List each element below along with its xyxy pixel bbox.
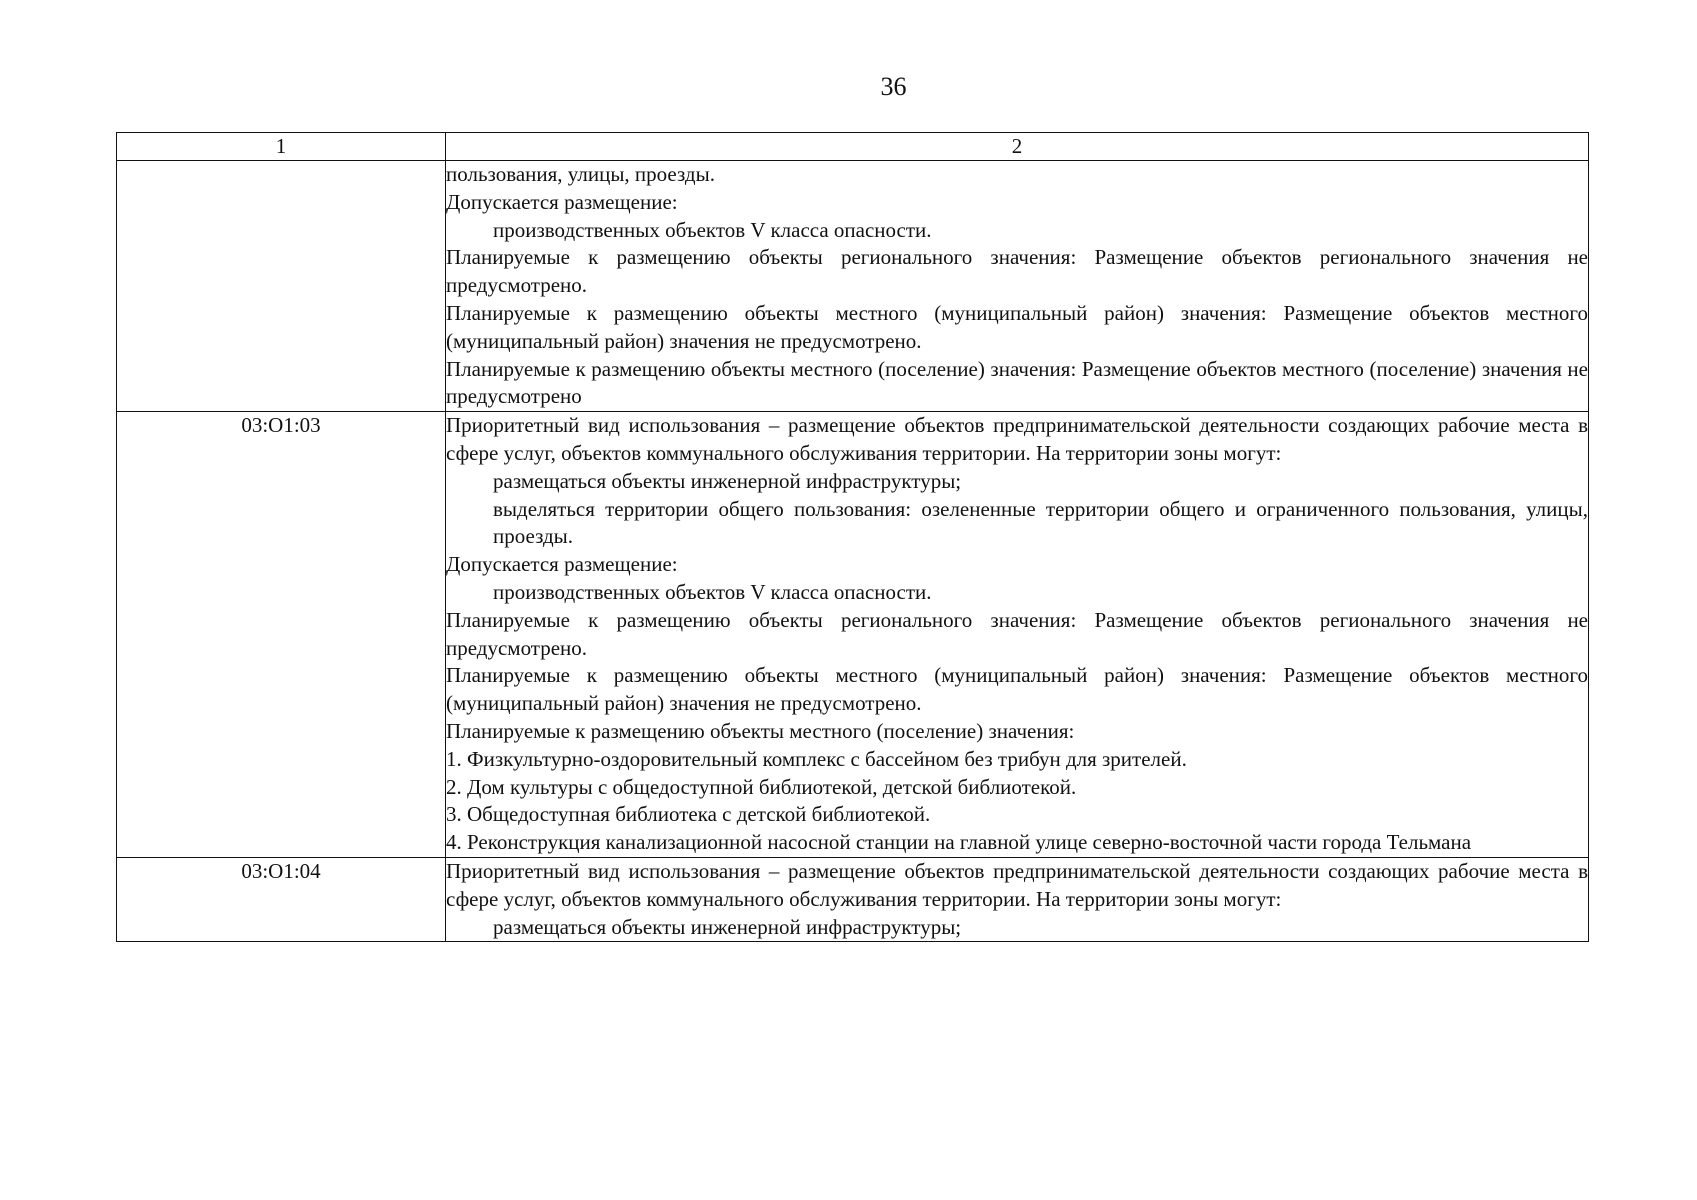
column-header-1: 1 — [117, 133, 446, 161]
description-paragraph: пользования, улицы, проезды. — [446, 162, 715, 186]
table-row — [117, 857, 1589, 941]
zone-code-cell — [117, 161, 446, 412]
description-paragraph: 4. Реконструкция канализационной насосной станции на главной улице северно-восточной части города Тельмана — [446, 830, 1472, 855]
description-paragraph: Планируемые к размещению объекты местного (поселение) значения: Размещение объектов местного (поселение) значения не предусмотрено — [446, 356, 1588, 409]
description-paragraph: Планируемые к размещению объекты местного (поселение) значения: — [446, 718, 1075, 743]
description-paragraph: производственных объектов V класса опасности. — [493, 217, 932, 242]
zones-table — [116, 132, 1589, 942]
zone-description-cell — [446, 857, 1589, 941]
description-paragraph: 1. Физкультурно-оздоровительный комплекс с бассейном без трибун для зрителей. — [446, 746, 1187, 771]
zone-description-cell — [446, 161, 1589, 412]
description-paragraph: Планируемые к размещению объекты регионального значения: Размещение объектов регионального значения не предусмотрено. — [446, 245, 1588, 298]
table-header-row — [117, 133, 1589, 161]
table-row — [117, 161, 1589, 412]
description-paragraph: Планируемые к размещению объекты местного (муниципальный район) значения: Размещение объектов местного (муниципальный район) значения не предусмотрено. — [446, 663, 1588, 716]
description-paragraph: 3. Общедоступная библиотека с детской библиотекой. — [446, 802, 931, 827]
zone-description-cell — [446, 412, 1589, 858]
description-paragraph: размещаться объекты инженерной инфраструктуры; — [493, 468, 962, 493]
column-header-2: 2 — [446, 133, 1589, 161]
description-paragraph: Планируемые к размещению объекты местного (муниципальный район) значения: Размещение объектов местного (муниципальный район) значения не предусмотрено. — [446, 300, 1588, 353]
description-paragraph: выделяться территории общего пользования: озелененные территории общего и ограниченного пользования, улицы, проезды. — [493, 496, 1588, 549]
table-body — [117, 161, 1589, 942]
zone-code-cell: 03:О1:03 — [117, 412, 446, 858]
description-paragraph: Приоритетный вид использования – размещение объектов предпринимательской деятельности создающих рабочие места в сфере услуг, объектов коммунального обслуживания территории. На территории зоны могут: — [446, 413, 1588, 465]
description-paragraph: производственных объектов V класса опасности. — [493, 579, 932, 604]
description-paragraph: 2. Дом культуры с общедоступной библиотекой, детской библиотекой. — [446, 774, 1077, 799]
page-number: 36 — [880, 72, 907, 101]
description-paragraph: Допускается размещение: — [446, 552, 678, 577]
description-paragraph: Допускается размещение: — [446, 189, 678, 214]
description-paragraph: Планируемые к размещению объекты регионального значения: Размещение объектов регионального значения не предусмотрено. — [446, 607, 1588, 660]
description-paragraph: размещаться объекты инженерной инфраструктуры; — [493, 914, 962, 939]
description-paragraph: Приоритетный вид использования – размещение объектов предпринимательской деятельности создающих рабочие места в сфере услуг, объектов коммунального обслуживания территории. На территории зоны могут: — [446, 858, 1588, 911]
zone-code-cell: 03:О1:04 — [117, 857, 446, 941]
table-row — [117, 412, 1589, 858]
